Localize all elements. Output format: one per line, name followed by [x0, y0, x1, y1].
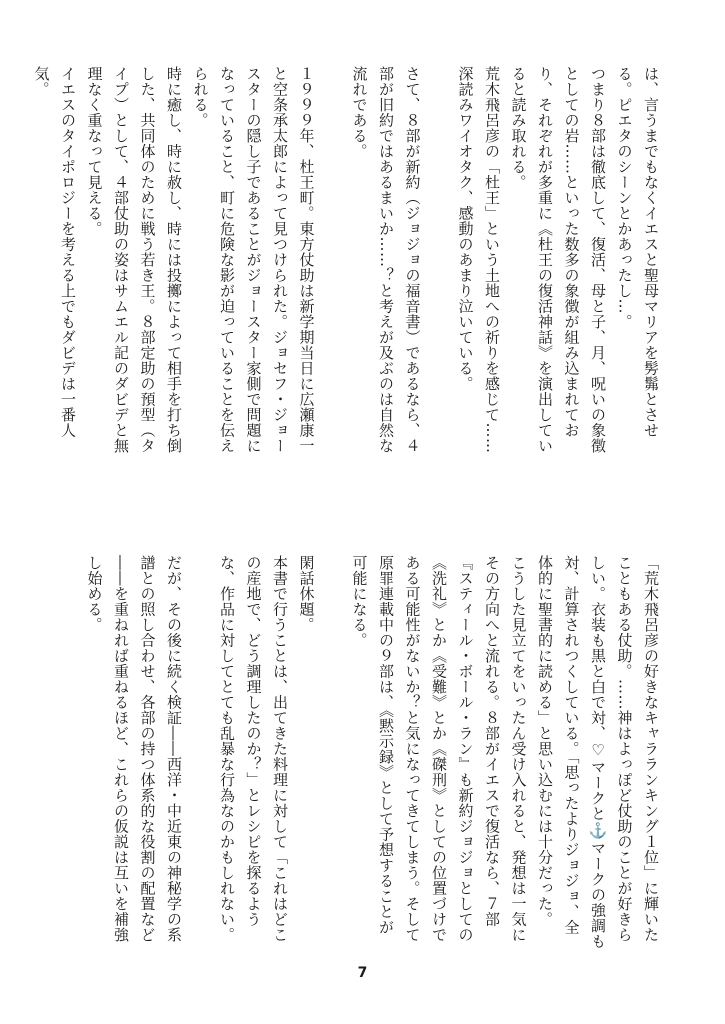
text-run: マークの強調も対、計算されつくしている。「思ったよりジョジョ、全体的に聖書的に読める」と思い込むには十分だった。 — [536, 555, 607, 949]
text-run: 「荒木飛呂彦の好きなキャラランキング１位」に輝いたこともある仗助。……神はよっぽど仗助のことが好きらしい。衣装も黒と白で対、♡マークと — [589, 555, 660, 943]
paragraph: こうした見立てをいったん受け入れると、発想は一気にその方向へと流れる。８部がイエスで復活なら、７部『スティール・ボール・ラン』も新約ジョジョとしての《洗礼》とか《受難》とか《磔刑》としての位置づけである可能性がないか？と気になってきてしまう。そして原罪連載中の９部は、《黙示録》として予想することが可能になる。 — [350, 555, 528, 943]
paragraph: １９９９年、杜王町。東方仗助は新学期当日に広瀬康一と空条承太郎によって見つけられた。ジョセフ・ジョースターの隠し子であることがジョースター家側で問題になっていること、町に危険な影が迫っていることを伝えられる。 — [191, 66, 316, 454]
anchor-icon: ⚓ — [589, 821, 607, 841]
paragraph: だが、その後に続く検証――西洋・中近東の神秘学の系譜との照し合わせ、各部の持つ体系的な役割の配置など――を重ねれば重ねるほど、これらの仮説は互いを補強し始める。 — [85, 555, 183, 943]
paragraph: つまり８部は徹底して、復活、母と子、月、呪いの象徴としての岩……といった数多の象徴が組み込まれており、それぞれが多重に《杜王の復活神話》を演出していると読み取れる。 — [509, 66, 607, 454]
paragraph: 本書で行うことは、出てきた料理に対して「これはどこの産地で、どう調理したのか？」とレシピを探るような、作品に対してとても乱暴な行為なのかもしれない。 — [218, 555, 289, 943]
blank-line — [426, 66, 453, 466]
paragraph: さて、８部が新約（ジョジョの福音書）であるなら、４部が旧約ではあるまいか……？と考えが及ぶのは自然な流れである。 — [350, 66, 422, 454]
paragraph — [532, 555, 665, 950]
paragraph: 荒木飛呂彦の「杜王」という土地への祈りを感じて……深読みワイオタク、感動のあまり泣いている。 — [456, 66, 501, 454]
paragraph: イエスのタイポロジーを考える上でもダビデは一番人気。 — [32, 66, 77, 438]
page-number: 7 — [357, 965, 368, 981]
blank-line — [187, 555, 214, 950]
paragraph: は、言うまでもなくイエスと聖母マリアを髣髴とさせる。ピエタのシーンとかあったし…。 — [615, 66, 660, 438]
lower-text-block — [85, 555, 664, 950]
paragraph: 時に癒し、時に赦し、時には投擲によって相手を打ち倒した、共同体のために戦う若き王。８部定助の預型（タイプ）として、４部仗助の姿はサムエル記のダビデと無理なく重なって見える。 — [85, 66, 183, 454]
paragraph: 閑話休題。 — [297, 555, 316, 633]
blank-line — [320, 555, 347, 950]
upper-text-block — [32, 66, 664, 466]
blank-line — [320, 66, 347, 466]
